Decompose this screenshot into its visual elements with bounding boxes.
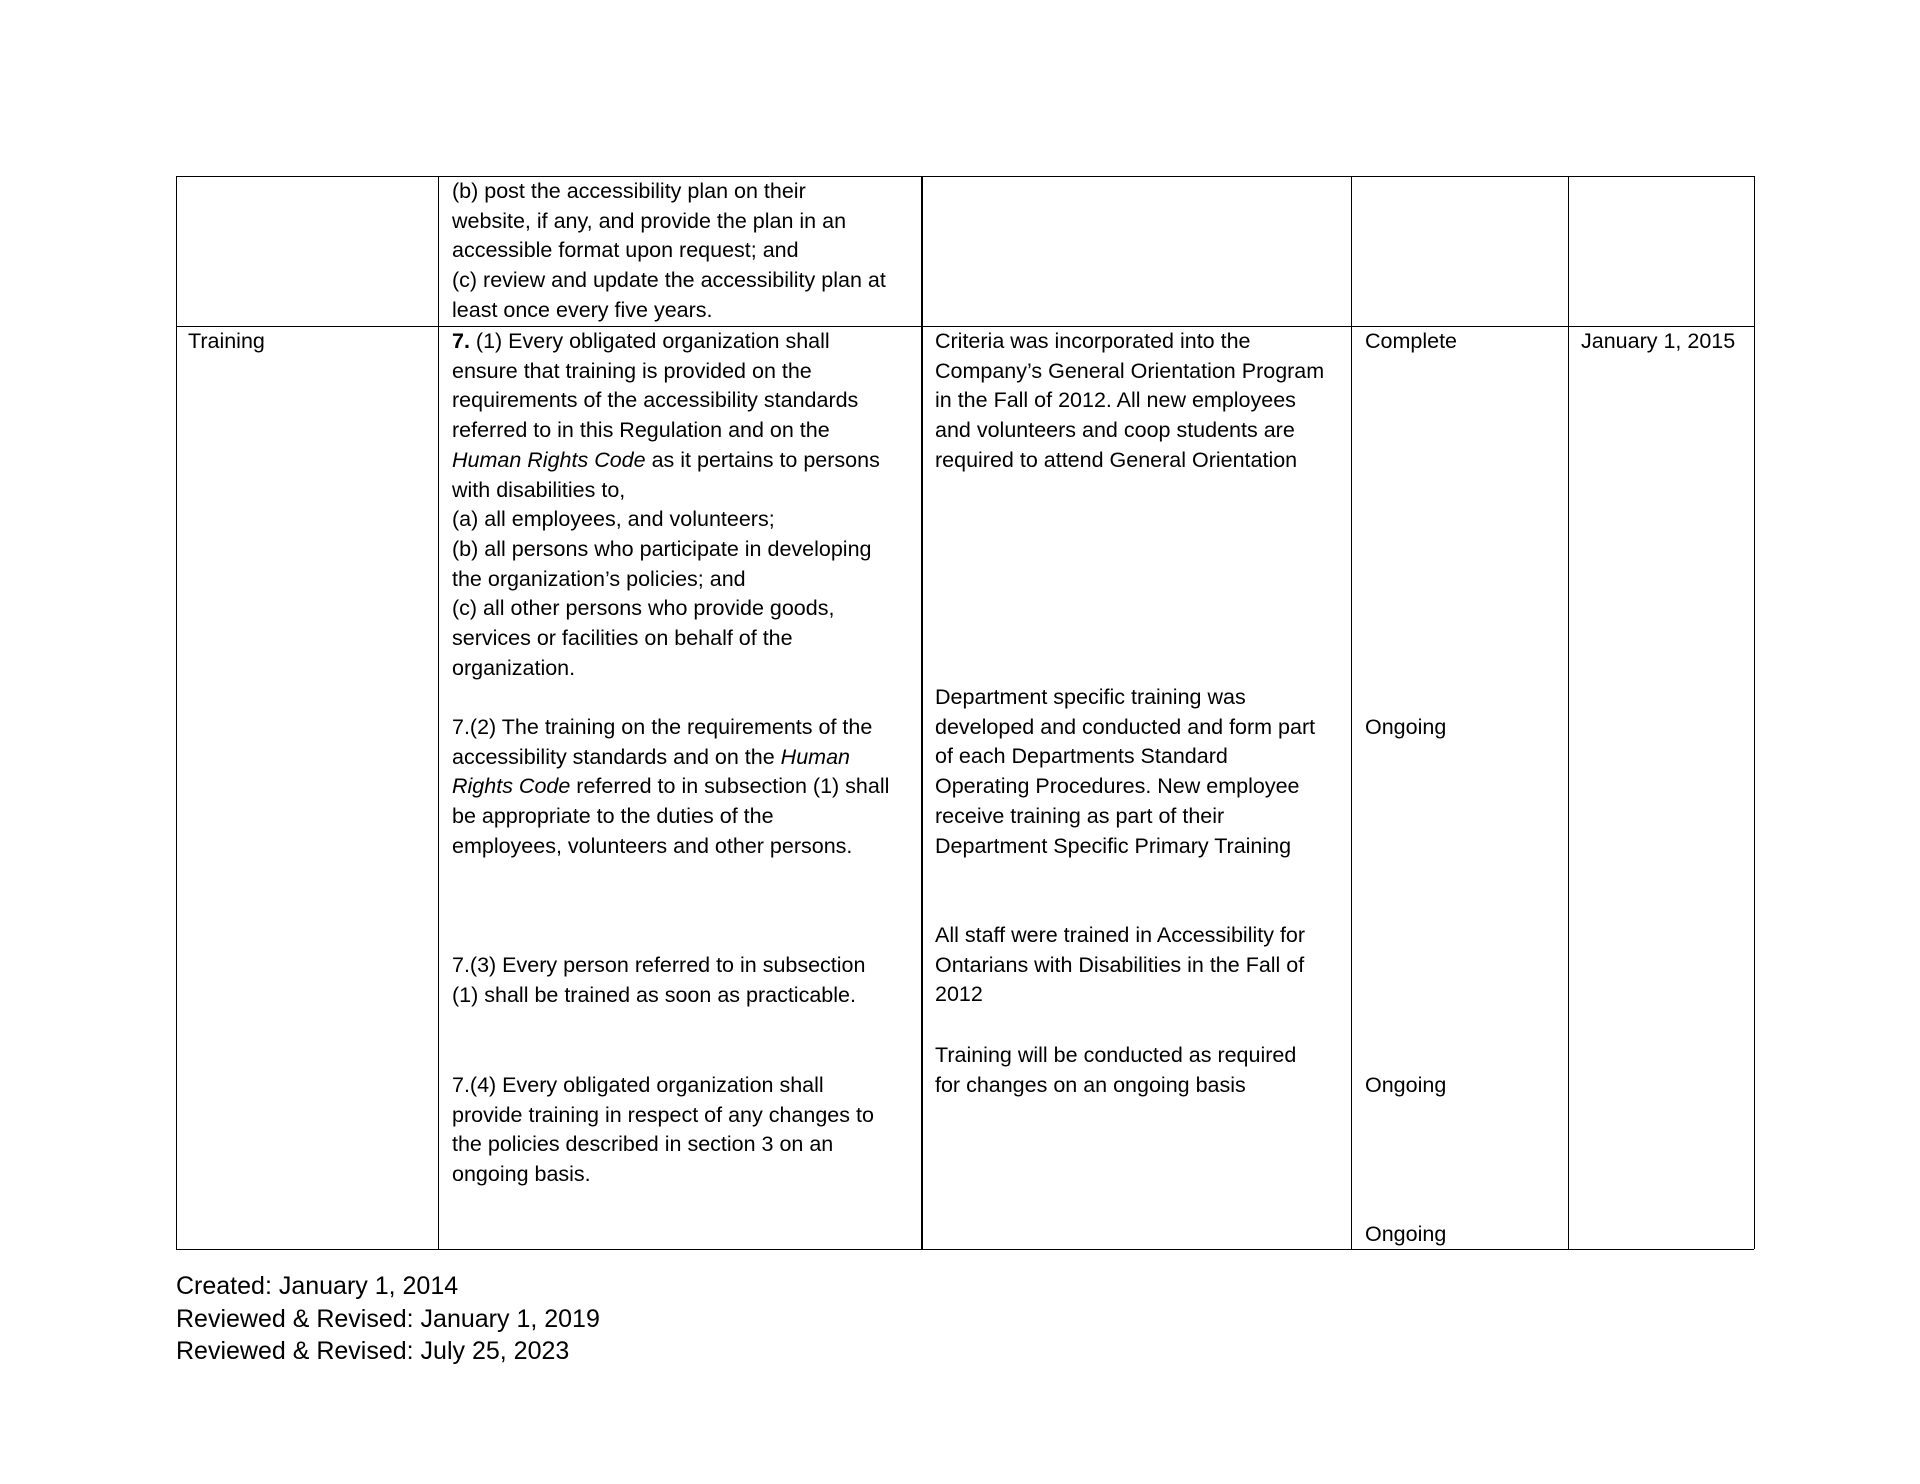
requirement-text-6b-6c: (b) post the accessibility plan on their website, if any, and provide the plan in an accessible format upon request; and (c) review and update the accessibility plan at least once every five years.	[452, 179, 886, 322]
reviewed-date-2023: Reviewed & Revised: July 25, 2023	[176, 1337, 570, 1365]
requirement-7-3: 7.(3) Every person referred to in subsection (1) shall be trained as soon as practicable.	[452, 953, 866, 1007]
action-aoda-training: All staff were trained in Accessibility for Ontarians with Disabilities in the Fall of 2012	[935, 923, 1306, 1007]
action-department-training: Department specific training was developed and conducted and form part of each Departments Standard Operating Procedures. New employee receive training as part of their Department Specific Primary Training	[935, 685, 1316, 858]
column-divider-3	[1351, 176, 1352, 1249]
completion-date: January 1, 2015	[1581, 329, 1736, 353]
status-ongoing: Ongoing	[1365, 715, 1447, 739]
requirement-7-4: 7.(4) Every obligated organization shall provide training in respect of any changes to the policies described in section 3 on an ongoing basis.	[452, 1073, 874, 1187]
reviewed-date-2019: Reviewed & Revised: January 1, 2019	[176, 1304, 600, 1333]
table-border-top	[176, 176, 1754, 177]
column-divider-4	[1568, 176, 1569, 1249]
action-ongoing-training: Training will be conducted as required for changes on an ongoing basis	[935, 1043, 1297, 1097]
table-border-left	[176, 176, 177, 1249]
status-complete: Complete	[1365, 329, 1458, 353]
section-number-7: 7.	[452, 329, 470, 353]
table-border-right	[1754, 176, 1755, 1249]
document-revision-history	[176, 1270, 600, 1368]
column-divider-1	[438, 176, 439, 1249]
requirement-7-2: 7.(2) The training on the requirements of the accessibility standards and on the Human Rights Code referred to in subsection (1) shall be appropriate to the duties of the employees, volunteers and other persons.	[452, 715, 890, 858]
status-ongoing: Ongoing	[1365, 1222, 1447, 1246]
status-ongoing: Ongoing	[1365, 1073, 1447, 1097]
action-orientation-program: Criteria was incorporated into the Company’s General Orientation Program in the Fall of 2012. All new employees and volunteers and coop students are required to attend General Orientation	[935, 329, 1325, 472]
category-training: Training	[188, 329, 265, 353]
created-date: Created: January 1, 2014	[176, 1272, 459, 1300]
compliance-table	[176, 176, 1754, 1249]
table-border-bottom	[176, 1249, 1754, 1250]
requirement-7-1: 7. (1) Every obligated organization shall ensure that training is provided on the requirements of the accessibility standards referred to in this Regulation and on the Human Rights Code as it pertains to persons with disabilities to, (a) all employees, and volunteers; (b) all persons who participate in developing the organization’s policies; and (c) all other persons who provide goods, services or facilities on behalf of the organization.	[452, 329, 880, 680]
column-divider-2	[921, 176, 923, 1249]
